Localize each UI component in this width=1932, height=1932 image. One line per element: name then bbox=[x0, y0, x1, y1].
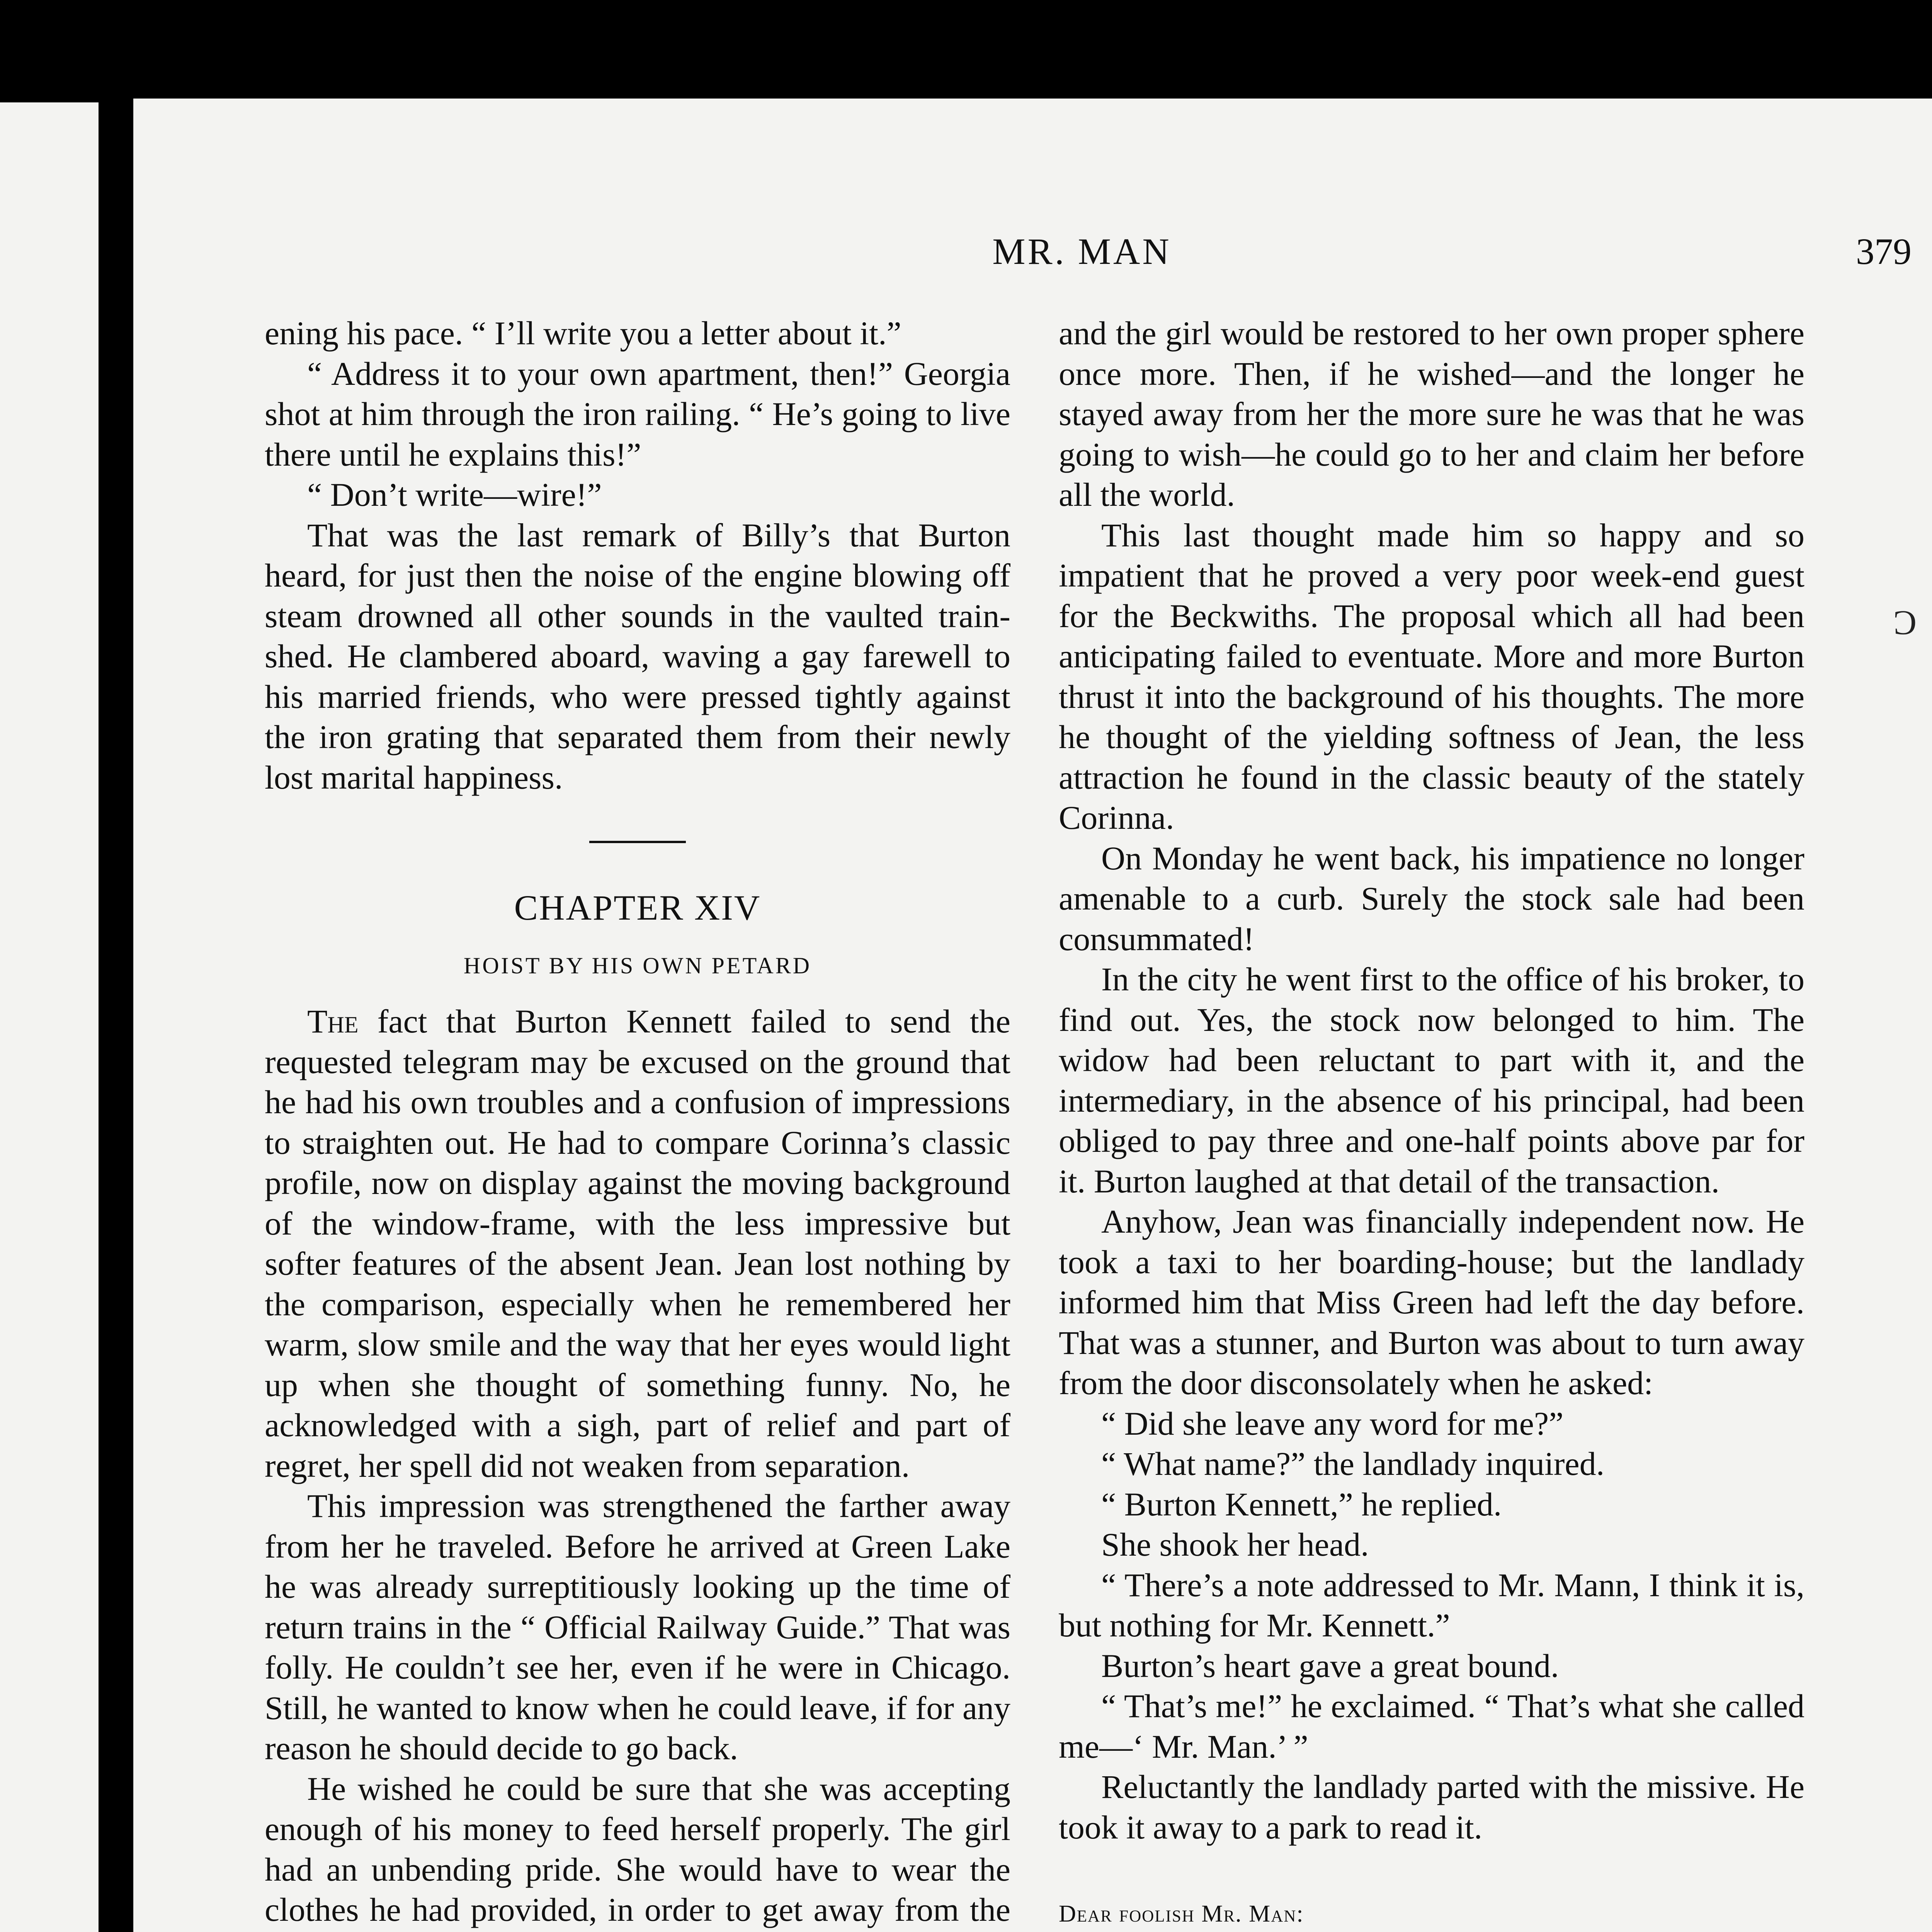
chapter-title: CHAPTER XIV bbox=[514, 888, 761, 927]
paragraph: Burton’s heart gave a great bound. bbox=[1101, 1647, 1559, 1684]
page-gutter bbox=[99, 99, 131, 1932]
paragraph: In the city he went first to the office of his broker, to find out. Yes, the stock now belonged to him. The widow had been reluctant to part with it, and the intermediary, in the absence of his principal, had been obliged to pay three and one-half points above par for it. Burton laughed at that detail of the transaction. bbox=[1059, 961, 1804, 1200]
margin-mark: Ɔ bbox=[1893, 604, 1917, 642]
paragraph: This last thought made him so happy and so impatient that he proved a very poor week-end guest for the Beckwiths. The proposal which all had been anticipating failed to eventuate. More and more Burton thrust it into the background of his thoughts. The more he thought of the yielding softness of Jean, the less attraction he found in the classic beauty of the stately Corinna. bbox=[1059, 516, 1804, 836]
letter bbox=[1059, 1898, 1804, 1932]
paragraph: ening his pace. “ I’ll write you a letter about it.” bbox=[265, 315, 901, 352]
paragraph: He wished he could be sure that she was accepting enough of his money to feed herself properly. The girl had an unbending pride. She would have to wear the clothes he had provided, in order to get away from the bbox=[265, 1770, 1010, 1928]
dialogue-line: “ There’s a note addressed to Mr. Mann, I think it is, but nothing for Mr. Kennett.” bbox=[1059, 1566, 1804, 1644]
section-divider bbox=[589, 841, 686, 843]
running-title: MR. MAN bbox=[992, 231, 1172, 272]
paragraph: and the girl would be restored to her own proper sphere once more. Then, if he wished—and the longer he stayed away from her the more sure he was that he was going to wish—he could go to her and claim her before all the world. bbox=[1059, 315, 1804, 513]
chapter-opening-paragraph bbox=[265, 1001, 1010, 1486]
left-column bbox=[265, 313, 1010, 1932]
paragraph: This impression was strengthened the farther away from her he traveled. Before he arrived at Green Lake he was already surreptitiously looking up the time of return trains in the “ Official Railway Guide.” That was folly. He couldn’t see her, even if he were in Chicago. Still, he wanted to know when he could leave, if for any reason he should decide to go back. bbox=[265, 1487, 1010, 1767]
lead-word: The bbox=[307, 1003, 359, 1040]
paragraph-body: fact that Burton Kennett failed to send the requested telegram may be excused on the ground that he had his own troubles and a confusion of impressions to straighten out. He had to compare Corinna’s classic profile, now on display against the moving background of the window-frame, with the less impressive but softer features of the absent Jean. Jean lost nothing by the comparison, especially when he remembered her warm, slow smile and the way that her eyes would light up when she thought of something funny. No, he acknowledged with a sigh, part of relief and part of regret, her spell did not weaken from separation. bbox=[265, 1003, 1010, 1484]
letter-salutation: Dear foolish Mr. Man: bbox=[1059, 1901, 1304, 1927]
right-column bbox=[1059, 313, 1804, 1932]
paragraph: That was the last remark of Billy’s that Burton heard, for just then the noise of the engine blowing off steam drowned all other sounds in the vaulted train-shed. He clambered aboard, waving a gay farewell to his married friends, who were pressed tightly against the iron grating that separated them from their newly lost marital happiness. bbox=[265, 516, 1010, 796]
paragraph: “ Don’t write—wire!” bbox=[307, 476, 602, 513]
dialogue-line: “ Burton Kennett,” he replied. bbox=[1101, 1485, 1502, 1523]
paragraph: Reluctantly the landlady parted with the missive. He took it away to a park to read it. bbox=[1059, 1768, 1804, 1846]
book-page bbox=[133, 99, 1932, 1932]
page-number: 379 bbox=[1856, 231, 1912, 272]
dialogue-line: “ That’s me!” he exclaimed. “ That’s what she called me—‘ Mr. Man.’ ” bbox=[1059, 1687, 1804, 1765]
paragraph: She shook her head. bbox=[1101, 1526, 1369, 1563]
paragraph: On Monday he went back, his impatience no longer amenable to a curb. Surely the stock sale had been consummated! bbox=[1059, 839, 1804, 957]
facing-page-edge bbox=[0, 102, 99, 1932]
paragraph: “ Address it to your own apartment, then!” Georgia shot at him through the iron railing. “ He’s going to live there until he explains this!” bbox=[265, 355, 1010, 473]
dialogue-line: “ What name?” the landlady inquired. bbox=[1101, 1445, 1605, 1482]
chapter-subtitle: HOIST BY HIS OWN PETARD bbox=[463, 952, 812, 978]
paragraph: Anyhow, Jean was financially independent now. He took a taxi to her boarding-house; but the landlady informed him that Miss Green had left the day before. That was a stunner, and Burton was about to turn away from the door disconsolately when he asked: bbox=[1059, 1203, 1804, 1401]
dialogue-line: “ Did she leave any word for me?” bbox=[1101, 1405, 1564, 1442]
